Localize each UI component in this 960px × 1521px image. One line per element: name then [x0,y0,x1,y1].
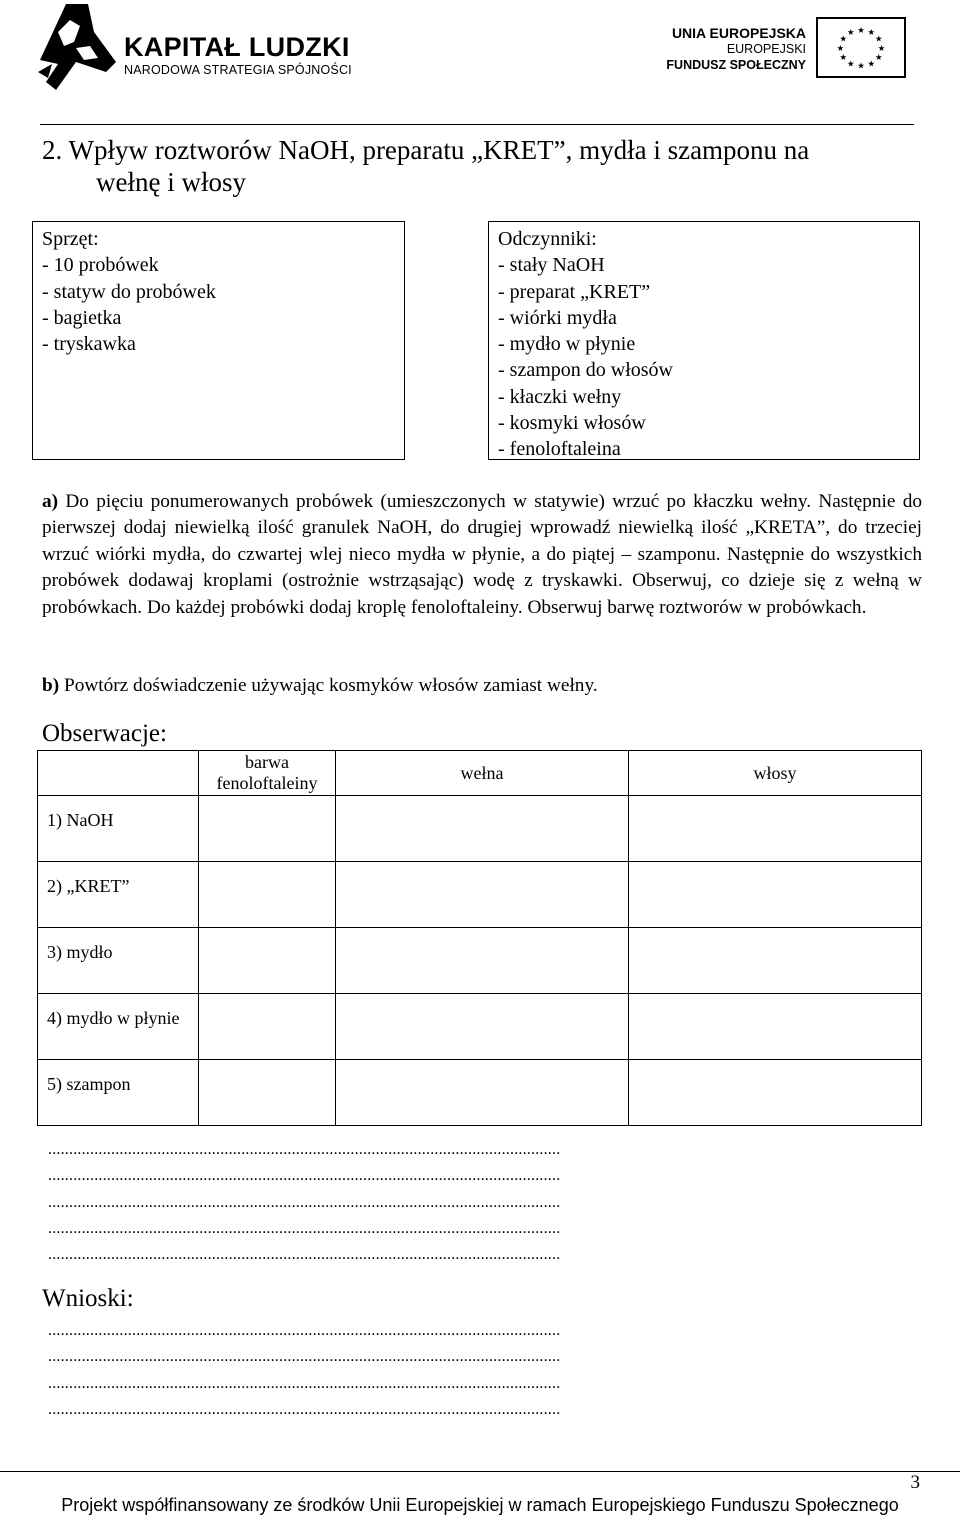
equipment-item: - statyw do probówek [42,280,216,303]
svg-text:★: ★ [874,33,883,44]
svg-text:★: ★ [877,42,886,53]
answer-cell[interactable] [629,994,922,1060]
svg-text:★: ★ [874,52,883,63]
instruction-b-label: b) [42,675,60,696]
dotted-line: .......................................................................................................................... [48,1246,561,1264]
instruction-b-text: Powtórz doświadczenie używając kosmyków włosów zamiast wełny. [59,675,598,696]
header-rule [40,124,914,125]
eu-line-2: EUROPEJSKI [726,42,806,56]
svg-text:★: ★ [839,33,848,44]
eu-line-1: UNIA EUROPEJSKA [671,25,806,41]
dotted-line: .......................................................................................................................... [48,1322,561,1339]
row-label: 2) „KRET” [38,862,199,928]
reagent-item: - stały NaOH [498,254,605,277]
answer-cell[interactable] [629,1060,922,1126]
equipment-box [32,221,405,460]
eu-line-3: FUNDUSZ SPOŁECZNY [666,58,806,72]
equipment-heading: Sprzęt: [42,228,99,250]
svg-text:★: ★ [846,26,855,37]
dotted-line: .......................................................................................................................... [48,1400,561,1418]
section-heading [42,134,902,198]
footer-text: Projekt współfinansowany ze środków Unii Europejskiej w ramach Europejskiego Funduszu Społecznego [61,1495,899,1515]
reagent-item: - preparat „KRET” [498,280,651,303]
answer-cell[interactable] [336,928,629,994]
dotted-line: .......................................................................................................................... [48,1374,561,1392]
svg-text:★: ★ [839,52,848,63]
answer-cell[interactable] [336,994,629,1060]
observations-answer-lines[interactable] [48,1137,918,1268]
table-header-row [38,751,922,796]
answer-cell[interactable] [199,862,336,928]
answer-cell[interactable] [199,994,336,1060]
reagent-item: - kosmyki włosów [498,412,646,435]
equipment-item: - tryskawka [42,333,136,356]
eu-flag-icon [816,17,906,78]
dotted-line: .......................................................................................................................... [48,1219,561,1237]
instruction-a [42,489,922,621]
kapital-ludzki-subtitle: NARODOWA STRATEGIA SPÓJNOŚCI [124,63,352,77]
conclusions-answer-lines[interactable] [48,1318,918,1423]
table-header-cell: wełna [336,751,629,796]
kapital-ludzki-title: KAPITAŁ LUDZKI [124,32,350,62]
reagent-item: - mydło w płynie [498,333,636,356]
answer-cell[interactable] [199,796,336,862]
table-header-cell: barwa fenoloftaleiny [199,751,336,796]
answer-cell[interactable] [336,862,629,928]
dotted-line: .......................................................................................................................... [48,1348,561,1366]
reagent-item: - wiórki mydła [498,306,617,329]
table-row [38,928,922,994]
instruction-a-label: a) [42,491,59,512]
dotted-line: .......................................................................................................................... [48,1193,561,1211]
answer-cell[interactable] [629,796,922,862]
answer-cell[interactable] [199,928,336,994]
observations-table [37,750,922,1126]
answer-cell[interactable] [199,1060,336,1126]
equipment-item: - 10 probówek [42,254,159,277]
svg-text:★: ★ [857,25,865,36]
heading-line-2: wełnę i włosy [96,167,246,197]
equipment-item: - bagietka [42,306,122,329]
table-header-cell [38,751,199,796]
eu-text-block [666,25,806,73]
svg-text:★: ★ [867,58,876,69]
row-label: 3) mydło [38,928,199,994]
answer-cell[interactable] [336,1060,629,1126]
svg-text:★: ★ [846,58,855,69]
answer-cell[interactable] [336,796,629,862]
table-row [38,796,922,862]
table-row [38,994,922,1060]
reagents-heading: Odczynniki: [498,228,597,250]
observations-title: Obserwacje: [42,720,167,747]
footer-rule [0,1471,960,1472]
page-number: 3 [910,1472,920,1493]
heading-line-1: 2. Wpływ roztworów NaOH, preparatu „KRET”, mydła i szamponu na [42,135,810,165]
dotted-line: .......................................................................................................................... [48,1141,561,1158]
row-label: 4) mydło w płynie [38,994,199,1060]
svg-text:★: ★ [867,26,876,37]
answer-cell[interactable] [629,862,922,928]
answer-cell[interactable] [629,928,922,994]
reagent-item: - kłaczki wełny [498,385,622,408]
table-row [38,862,922,928]
instruction-b [42,673,922,699]
instruction-a-text: Do pięciu ponumerowanych probówek (umieszczonych w statywie) wrzuć po kłaczku wełny. Następnie do pierwszej dodaj niewielką ilość granulek NaOH, do drugiej wprowadź niewielką ilość „KRETA”, do trzeciej wrzuć wiórki mydła, do czwartej wlej nieco mydła w płynie, a do piątej – szamponu. Następnie do wszystkich probówek dodawaj kroplami (ostrożnie wstrząsając) wodę z tryskawki. Obserwuj, co dzieje się z wełną w probówkach. Do każdej probówki dodaj kroplę fenoloftaleiny. Obserwuj barwę roztworów w probówkach. [42,491,922,618]
row-label: 5) szampon [38,1060,199,1126]
reagents-box [488,221,920,460]
conclusions-title: Wnioski: [42,1285,134,1312]
reagent-item: - szampon do włosów [498,359,673,382]
reagent-item: - fenoloftaleina [498,438,621,461]
table-row [38,1060,922,1126]
svg-text:★: ★ [857,60,865,71]
dotted-line: .......................................................................................................................... [48,1167,561,1185]
svg-text:★: ★ [836,42,845,53]
row-label: 1) NaOH [38,796,199,862]
table-header-cell: włosy [629,751,922,796]
